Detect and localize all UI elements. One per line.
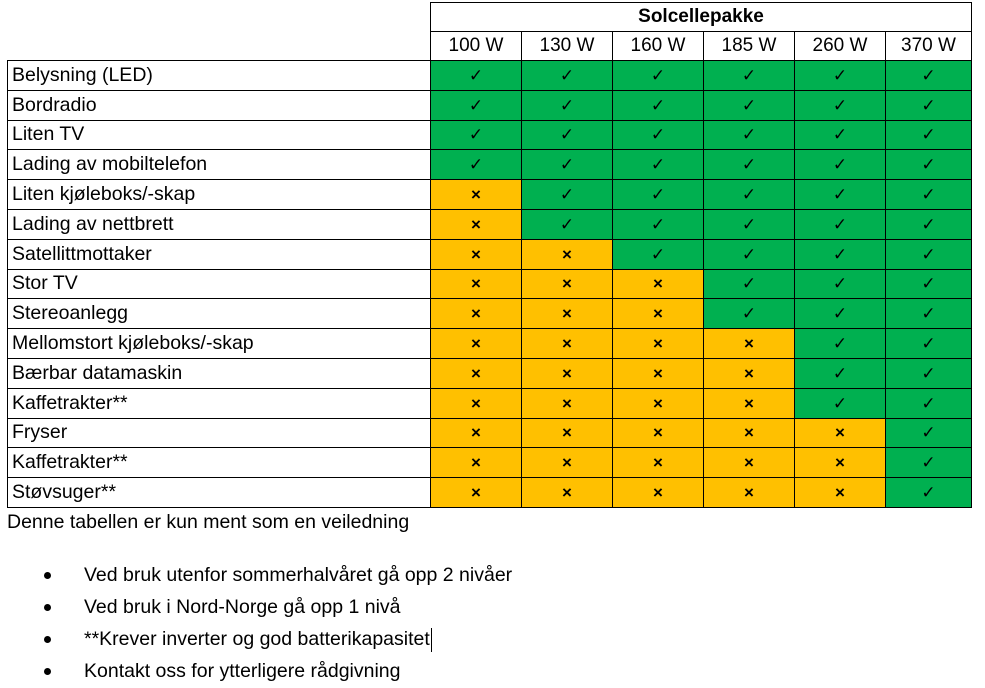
cross-icon: × [795,418,886,448]
bullet-item [0,559,512,591]
cross-icon: × [431,269,522,299]
cross-icon: × [431,418,522,448]
column-header: 370 W [886,32,972,61]
check-icon: ✓ [613,120,704,150]
check-icon: ✓ [886,299,972,329]
cross-icon: × [522,239,613,269]
cross-icon: × [431,448,522,478]
check-icon: ✓ [795,150,886,180]
table-row [8,61,972,91]
cross-icon: × [522,448,613,478]
cross-icon: × [704,418,795,448]
check-icon: ✓ [795,180,886,210]
text-cursor-icon [431,628,432,652]
check-icon: ✓ [431,90,522,120]
row-label: Satellittmottaker [8,239,431,269]
row-label: Belysning (LED) [8,61,431,91]
check-icon: ✓ [522,120,613,150]
check-icon: ✓ [704,209,795,239]
check-icon: ✓ [795,239,886,269]
row-label: Liten TV [8,120,431,150]
bullet-dot-icon [44,636,51,643]
check-icon: ✓ [886,120,972,150]
cross-icon: × [431,329,522,359]
check-icon: ✓ [886,388,972,418]
corner-blank [8,3,431,32]
check-icon: ✓ [704,239,795,269]
cross-icon: × [522,358,613,388]
cross-icon: × [522,329,613,359]
bullet-text: Ved bruk i Nord-Norge gå opp 1 nivå [84,596,401,618]
row-label: Lading av mobiltelefon [8,150,431,180]
check-icon: ✓ [613,209,704,239]
check-icon: ✓ [795,388,886,418]
check-icon: ✓ [795,61,886,91]
check-icon: ✓ [886,90,972,120]
check-icon: ✓ [704,299,795,329]
row-label: Stereoanlegg [8,299,431,329]
check-icon: ✓ [522,150,613,180]
check-icon: ✓ [886,150,972,180]
cross-icon: × [613,358,704,388]
check-icon: ✓ [522,61,613,91]
bullet-dot-icon [44,604,51,611]
table-row [8,329,972,359]
check-icon: ✓ [522,209,613,239]
cross-icon: × [522,299,613,329]
check-icon: ✓ [886,358,972,388]
cross-icon: × [613,478,704,508]
row-label: Lading av nettbrett [8,209,431,239]
check-icon: ✓ [522,180,613,210]
check-icon: ✓ [431,61,522,91]
check-icon: ✓ [886,239,972,269]
check-icon: ✓ [886,329,972,359]
cross-icon: × [704,358,795,388]
check-icon: ✓ [886,209,972,239]
table-row [8,418,972,448]
bullet-dot-icon [44,668,51,675]
bullet-item [0,623,512,655]
check-icon: ✓ [795,209,886,239]
check-icon: ✓ [704,150,795,180]
table-body [8,61,972,508]
check-icon: ✓ [886,448,972,478]
table-row [8,209,972,239]
cross-icon: × [704,478,795,508]
check-icon: ✓ [886,418,972,448]
check-icon: ✓ [431,150,522,180]
cross-icon: × [431,358,522,388]
check-icon: ✓ [613,180,704,210]
cross-icon: × [431,239,522,269]
table-row [8,478,972,508]
check-icon: ✓ [613,239,704,269]
cross-icon: × [522,388,613,418]
check-icon: ✓ [613,150,704,180]
bullet-text: **Krever inverter og god batterikapasitet [84,628,430,650]
check-icon: ✓ [795,299,886,329]
cross-icon: × [431,388,522,418]
check-icon: ✓ [795,90,886,120]
cross-icon: × [431,209,522,239]
cross-icon: × [522,418,613,448]
check-icon: ✓ [886,61,972,91]
cross-icon: × [431,478,522,508]
cross-icon: × [431,180,522,210]
check-icon: ✓ [795,358,886,388]
table-row [8,448,972,478]
check-icon: ✓ [613,61,704,91]
row-label: Fryser [8,418,431,448]
cross-icon: × [522,269,613,299]
check-icon: ✓ [704,120,795,150]
check-icon: ✓ [704,180,795,210]
table-row [8,180,972,210]
bullet-item [0,655,512,687]
bullet-list [0,559,512,687]
row-label: Støvsuger** [8,478,431,508]
table-row [8,358,972,388]
group-header: Solcellepakke [431,3,972,32]
compatibility-table [7,2,972,508]
cross-icon: × [613,329,704,359]
note-text: Denne tabellen er kun ment som en veiledning [7,511,410,533]
column-header: 160 W [613,32,704,61]
cross-icon: × [795,448,886,478]
table-row [8,150,972,180]
check-icon: ✓ [795,329,886,359]
bullet-item [0,591,512,623]
bullet-dot-icon [44,572,51,579]
cross-icon: × [704,329,795,359]
cross-icon: × [431,299,522,329]
column-header: 260 W [795,32,886,61]
bullet-text: Kontakt oss for ytterligere rådgivning [84,660,401,682]
corner-blank [8,32,431,61]
cross-icon: × [613,299,704,329]
table-row [8,239,972,269]
check-icon: ✓ [704,90,795,120]
cross-icon: × [613,388,704,418]
cross-icon: × [704,388,795,418]
cross-icon: × [795,478,886,508]
bullet-text: Ved bruk utenfor sommerhalvåret gå opp 2 nivåer [84,564,513,586]
cross-icon: × [704,448,795,478]
cross-icon: × [522,478,613,508]
check-icon: ✓ [886,478,972,508]
check-icon: ✓ [522,90,613,120]
cross-icon: × [613,269,704,299]
cross-icon: × [613,448,704,478]
row-label: Bærbar datamaskin [8,358,431,388]
row-label: Kaffetrakter** [8,388,431,418]
check-icon: ✓ [613,90,704,120]
check-icon: ✓ [795,120,886,150]
table-row [8,269,972,299]
check-icon: ✓ [886,269,972,299]
table-row [8,299,972,329]
cross-icon: × [613,418,704,448]
check-icon: ✓ [704,269,795,299]
row-label: Kaffetrakter** [8,448,431,478]
check-icon: ✓ [431,120,522,150]
check-icon: ✓ [795,269,886,299]
column-header: 130 W [522,32,613,61]
row-label: Bordradio [8,90,431,120]
row-label: Stor TV [8,269,431,299]
table-row [8,90,972,120]
table-row [8,120,972,150]
table-row [8,388,972,418]
row-label: Mellomstort kjøleboks/-skap [8,329,431,359]
column-header: 100 W [431,32,522,61]
row-label: Liten kjøleboks/-skap [8,180,431,210]
check-icon: ✓ [886,180,972,210]
check-icon: ✓ [704,61,795,91]
column-header: 185 W [704,32,795,61]
